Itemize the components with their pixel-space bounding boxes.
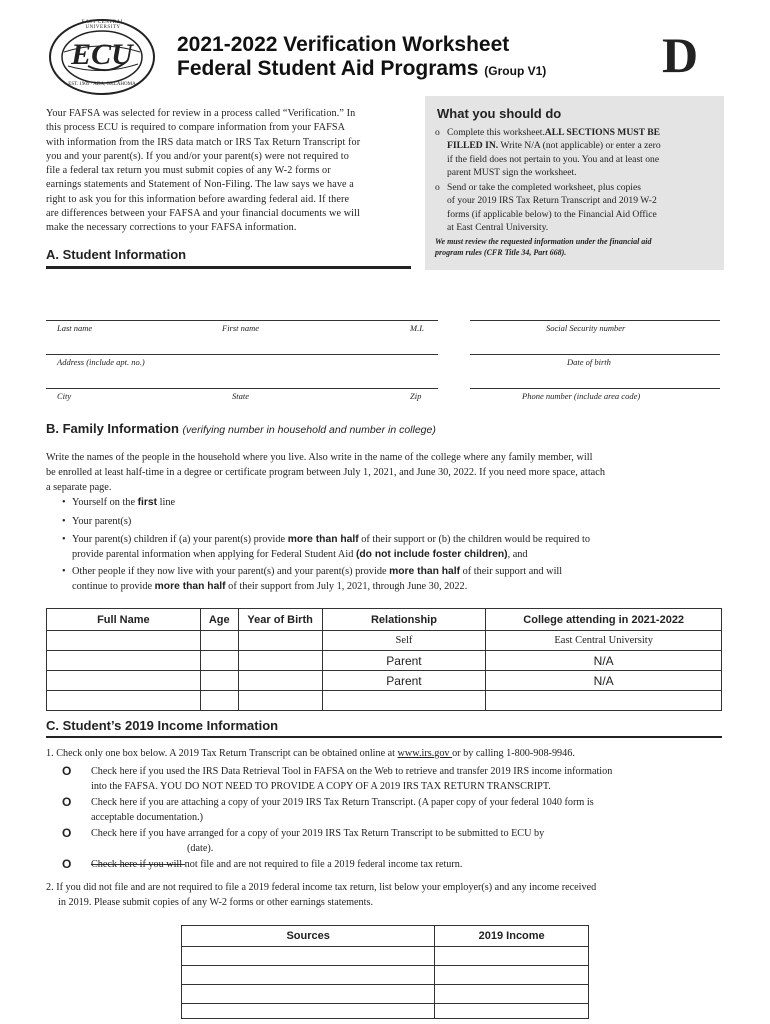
table-row	[47, 631, 722, 651]
table-row	[47, 651, 722, 671]
panel-note-line: We must review the requested information under the financial aid	[435, 237, 652, 246]
cell-income[interactable]	[435, 947, 589, 966]
option-1-radio[interactable]: O	[62, 764, 72, 778]
cell-full-name[interactable]	[47, 691, 201, 711]
intro-paragraph	[46, 107, 418, 236]
family-table	[46, 608, 722, 711]
option-3-radio[interactable]: O	[62, 826, 72, 840]
intro-line: make the necessary corrections to your FAFSA information.	[46, 222, 297, 234]
panel-text: parent MUST sign the worksheet.	[447, 166, 577, 178]
panel-text: Complete this worksheet.	[447, 127, 545, 138]
intro-line: are differences between your FAFSA and your financial documents we will	[46, 208, 360, 220]
section-c-underline	[46, 736, 722, 738]
ssn-field-line[interactable]	[470, 320, 720, 321]
cell-full-name[interactable]	[47, 631, 201, 651]
question-text: or by calling 1-800-908-9946.	[452, 748, 575, 759]
table-row	[182, 1004, 589, 1019]
cell-age[interactable]	[200, 691, 238, 711]
cell-relationship[interactable]: Parent	[322, 651, 486, 671]
bullet-text: Yourself on the	[72, 497, 138, 508]
option-4-text: Check here if you will not file and are not required to file a 2019 federal income tax return.	[91, 859, 463, 870]
cell-age[interactable]	[200, 651, 238, 671]
option-line: Check here if you have arranged for a copy of your 2019 IRS Tax Return Transcript to be submitted to ECU by	[91, 828, 545, 839]
cell-relationship[interactable]: Parent	[322, 671, 486, 691]
page-title-line2	[177, 57, 546, 83]
option-line: into the FAFSA. YOU DO NOT NEED TO PROVIDE A COPY OF A 2019 IRS TAX RETURN TRANSCRIPT.	[91, 781, 551, 792]
what-you-should-do-panel	[425, 96, 724, 270]
bullet-text: Other people if they now live with your parent(s) and your parent(s) provide	[72, 566, 390, 577]
panel-text-bold: ALL SECTIONS MUST BE	[544, 127, 661, 138]
bullet-dot: •	[62, 516, 66, 527]
logo-ring-text: EAST CENTRAL UNIVERSITY	[81, 20, 125, 30]
state-label: State	[232, 391, 249, 401]
intro-line: you and your parent(s). If you and/or your parent(s) were not required to	[46, 150, 349, 162]
question-line: 2. If you did not file and are not required to file a 2019 federal income tax return, list below your employer(s) and any income received	[46, 882, 597, 893]
city-label: City	[57, 391, 72, 401]
bullet-text-bold: more than half	[154, 581, 226, 592]
section-b-title-text: B. Family Information	[46, 421, 179, 436]
question-text: 1. Check only one box below. A 2019 Tax Return Transcript can be obtained online at	[46, 748, 398, 759]
dob-field-line[interactable]	[470, 354, 720, 355]
option-2-radio[interactable]: O	[62, 795, 72, 809]
bullet-dot: •	[62, 497, 66, 508]
bullet-3	[72, 532, 732, 562]
paragraph-line: a separate page.	[46, 482, 112, 493]
cell-age[interactable]	[200, 671, 238, 691]
intro-line: right to ask you for this information before awarding federal aid. If there	[46, 193, 350, 205]
intro-line: with information from the IRS data match or IRS Tax Return Transcript for	[46, 136, 361, 148]
col-full-name: Full Name	[47, 609, 201, 631]
panel-text: of your 2019 IRS Tax Return Transcript and 2019 W-2	[447, 195, 657, 207]
bullet-text-bold: more than half	[389, 566, 461, 577]
cell-college[interactable]	[486, 691, 722, 711]
bullet-text-bold: more than half	[287, 534, 359, 545]
cell-income[interactable]	[435, 985, 589, 1004]
last-name-label: Last name	[57, 323, 93, 333]
bullet-text: , and	[507, 549, 528, 560]
panel-heading: What you should do	[437, 106, 562, 121]
cell-source[interactable]	[182, 947, 435, 966]
cell-year-of-birth[interactable]	[238, 671, 322, 691]
irs-link[interactable]: www.irs.gov	[397, 748, 453, 759]
bullet-text: of their support or (b) the children would be required to	[358, 534, 590, 545]
panel-text: Send or take the completed worksheet, plus copies	[447, 182, 641, 193]
cell-year-of-birth[interactable]	[238, 651, 322, 671]
intro-line: earnings statements and Statement of Non-Filing. The law says we have a	[46, 179, 354, 191]
panel-text: forms (if applicable below) to the Financial Aid Office	[447, 208, 657, 220]
panel-text: at East Central University.	[447, 221, 549, 233]
address-field-line[interactable]	[46, 354, 438, 355]
col-college: College attending in 2021-2022	[486, 609, 722, 631]
logo-text: ECU	[71, 38, 133, 71]
form-letter: D	[662, 27, 699, 83]
bullet-text: Your parent(s) children if (a) your parent(s) provide	[72, 534, 288, 545]
bullet-text-bold: first	[137, 497, 158, 508]
question-1	[46, 746, 575, 761]
bullet-text: continue to provide	[72, 581, 155, 592]
table-row	[182, 947, 589, 966]
cell-age[interactable]	[200, 631, 238, 651]
phone-field-line[interactable]	[470, 388, 720, 389]
dob-label: Date of birth	[567, 357, 611, 367]
section-a-underline	[46, 266, 411, 269]
cell-full-name[interactable]	[47, 651, 201, 671]
cell-relationship[interactable]: Self	[322, 631, 486, 651]
cell-income[interactable]	[435, 1004, 589, 1019]
col-income: 2019 Income	[435, 926, 589, 947]
panel-text-bold: FILLED IN.	[447, 140, 499, 152]
bullet-dot: •	[62, 534, 66, 545]
section-c-title: C. Student’s 2019 Income Information	[46, 718, 279, 733]
zip-label: Zip	[410, 391, 422, 401]
logo-bottom-text: EST. 1909 · ADA, OKLAHOMA	[68, 82, 136, 87]
section-a-title: A. Student Information	[46, 247, 187, 262]
ssn-label: Social Security number	[546, 323, 626, 333]
bullet-text-bold: (do not include foster children)	[355, 549, 508, 560]
section-b-title	[46, 421, 436, 436]
panel-item-1	[447, 126, 719, 179]
intro-line: Your FAFSA was selected for review in a process called “Verification.” In	[46, 108, 356, 119]
phone-label: Phone number (include area code)	[522, 391, 641, 401]
name-field-line[interactable]	[46, 320, 438, 321]
mi-label: M.I.	[410, 323, 425, 333]
bullet-4	[72, 564, 732, 594]
option-line: Check here if you are attaching a copy of your 2019 IRS Tax Return Transcript. (A paper copy of your federal 1040 form is	[91, 797, 594, 808]
city-field-line[interactable]	[46, 388, 438, 389]
income-table-header	[182, 926, 589, 947]
question-line: in 2019. Please submit copies of any W-2 forms or other earnings statements.	[58, 897, 373, 908]
cell-year-of-birth[interactable]	[238, 691, 322, 711]
col-year-of-birth: Year of Birth	[238, 609, 322, 631]
cell-source[interactable]	[182, 966, 435, 985]
bullet-text: provide parental information when applying for Federal Student Aid	[72, 549, 356, 560]
cell-source[interactable]	[182, 985, 435, 1004]
table-row	[182, 966, 589, 985]
panel-text: Write N/A (not applicable) or enter a zero	[498, 140, 661, 152]
panel-note-line: program rules (CFR Title 34, Part 668).	[435, 248, 567, 257]
ecu-logo	[48, 18, 156, 96]
bullet-text: of their support and will	[460, 566, 563, 577]
cell-income[interactable]	[435, 966, 589, 985]
paragraph-line: be enrolled at least half-time in a degree or certificate program between July 1, 2021, and June 30, 2022. If you need more space, attach	[46, 467, 605, 478]
cell-full-name[interactable]	[47, 671, 201, 691]
intro-line: this process ECU is required to compare information from your FAFSA	[46, 122, 346, 134]
bullet-text: line	[157, 497, 176, 508]
family-table-header	[47, 609, 722, 631]
option-line: (date).	[187, 843, 214, 854]
cell-college[interactable]: East Central University	[486, 631, 722, 651]
option-line: acceptable documentation.)	[91, 812, 204, 823]
section-b-paragraph	[46, 450, 736, 495]
option-4-radio[interactable]: O	[62, 857, 72, 871]
paragraph-line: Write the names of the people in the household where you live. Also write in the name of the college where any family member, will	[46, 452, 593, 463]
intro-line: file a federal tax return you must submit copies of any W-2 forms or	[46, 165, 331, 177]
col-relationship: Relationship	[322, 609, 486, 631]
section-b-subtitle: (verifying number in household and number in college)	[182, 424, 436, 436]
question-2	[46, 880, 736, 910]
option-1-text	[91, 764, 731, 794]
bullet-1	[72, 495, 175, 510]
table-row	[182, 985, 589, 1004]
option-3-text	[91, 826, 731, 856]
page-title-line2-text: Federal Student Aid Programs	[177, 57, 479, 80]
table-row	[47, 691, 722, 711]
bullet-text: of their support from July 1, 2021, through June 30, 2022.	[225, 581, 468, 592]
panel-note	[435, 236, 720, 258]
group-label: (Group V1)	[484, 64, 547, 78]
panel-item-2	[447, 181, 719, 234]
table-row	[47, 671, 722, 691]
page-title-line1: 2021-2022 Verification Worksheet	[177, 33, 510, 56]
income-table	[181, 925, 589, 1019]
cell-college[interactable]: N/A	[486, 651, 722, 671]
cell-year-of-birth[interactable]	[238, 631, 322, 651]
bullet-dot: •	[62, 566, 66, 577]
panel-text: if the field does not pertain to you. You and at least one	[447, 153, 660, 165]
cell-relationship[interactable]	[322, 691, 486, 711]
option-line: Check here if you used the IRS Data Retrieval Tool in FAFSA on the Web to retrieve and transfer 2019 IRS income information	[91, 766, 613, 777]
panel-bullet: o	[435, 127, 440, 138]
col-age: Age	[200, 609, 238, 631]
address-label: Address (include apt. no.)	[57, 357, 145, 367]
panel-bullet: o	[435, 182, 440, 193]
bullet-2: Your parent(s)	[72, 516, 132, 527]
cell-source[interactable]	[182, 1004, 435, 1019]
first-name-label: First name	[222, 323, 260, 333]
col-sources: Sources	[182, 926, 435, 947]
cell-college[interactable]: N/A	[486, 671, 722, 691]
option-2-text	[91, 795, 731, 825]
